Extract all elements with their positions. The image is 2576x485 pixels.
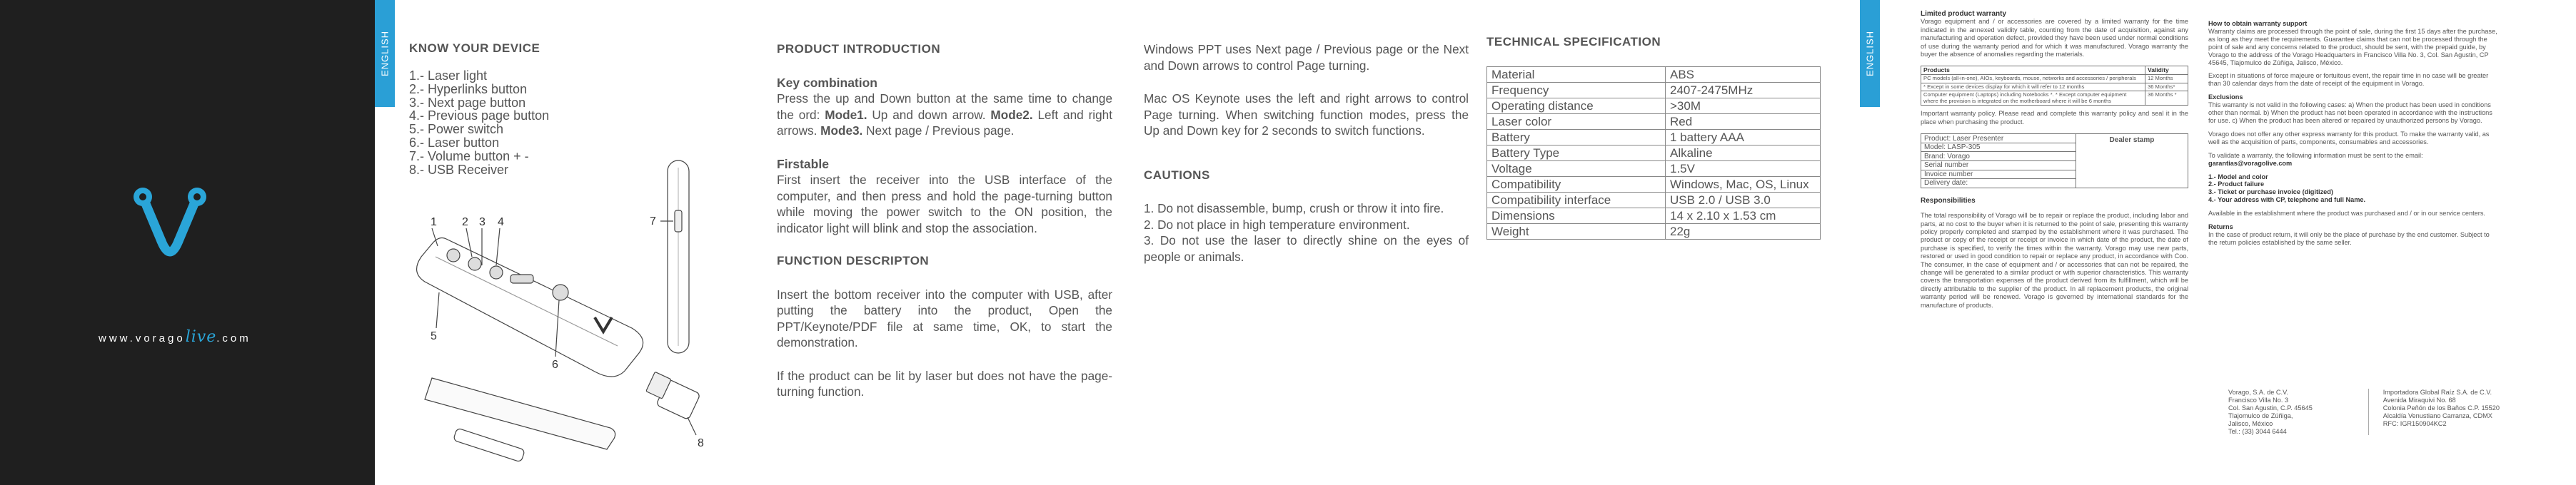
table-row: Compatibility Windows, Mac, OS, Linux — [1487, 177, 1821, 193]
table-row: Weight 22g — [1487, 224, 1821, 240]
function-text: Insert the bottom receiver into the computer with USB, after putting the battery into the product, Open the PPT/Keynote/PDF file at same time, OK, to start the demonstration. — [777, 287, 1112, 349]
table-row: Material ABS — [1487, 67, 1821, 83]
no-other-text: Vorago does not offer any other express warranty for this product. To make the warranty valid, as well as the acquisition of parts, components, consumables and accessories. — [2208, 130, 2490, 146]
table-row: Delivery date: — [1921, 179, 2188, 188]
obtain-text: Warranty claims are processed through the point of sale, during the first 15 days after the purchase, as long as they meet the requirements. Guarantee claims that can not be processed through the point of sale and any concerns related to the product, should be sent, with the prepaid guide, by Vorago to the address of the Vorago Headquarters in Francisco Villa No. 3, Col. San Agustin, CP 45645, Tlajomulco de Zúñiga, Jalisco, México. — [2208, 27, 2497, 66]
callout-4: 4 — [498, 216, 504, 228]
key-combination-title: Key combination — [777, 75, 877, 90]
company-addresses — [2228, 389, 2500, 435]
table-row: Product: Laser Presenter Dealer stamp — [1921, 134, 2188, 143]
windows-panel — [1135, 0, 1471, 485]
intro-panel — [764, 0, 1121, 485]
returns-title: Returns — [2208, 223, 2233, 231]
table-row: Dimensions 14 x 2.10 x 1.53 cm — [1487, 208, 1821, 224]
function-title: FUNCTION DESCRIPTON — [777, 254, 930, 267]
callout-3: 3 — [479, 216, 485, 228]
list-item: 5.- Power switch — [409, 122, 504, 137]
know-device-panel — [375, 0, 764, 485]
caution-item: 1. Do not disassemble, bump, crush or throw it into fire. — [1144, 201, 1444, 215]
mac-text: Mac OS Keynote uses the left and right arrows to control Page turning. When switching function modes, press the Up and Down key for 2 seconds to switch functions. — [1144, 91, 1469, 138]
table-row: Operating distance >30M — [1487, 98, 1821, 114]
table-row: PC models (all-in-one), AIOs, keyboards, mouse, networks and accessories / peripherals 12 Months — [1921, 75, 2188, 83]
caution-item: 3. Do not use the laser to directly shine on the eyes of people or animals. — [1144, 233, 1469, 264]
validity-table: Products Validity PC models (all-in-one), AIOs, keyboards, mouse, networks and accessories / peripherals 12 Months * Except in some devices display for which it will refer to 12 months 36 Months* Computer equipment (Laptops) including Notebooks *. * Except computer equipment where the provision is integrated on the motherboard where it will be 6 months 36 Months * — [1921, 66, 2188, 106]
firstable-title: Firstable — [777, 156, 829, 171]
list-item: 2.- Hyperlinks button — [409, 81, 528, 96]
address-block: Vorago, S.A. de C.V. Francisco Villa No. 3 Col. San Agustin, C.P. 45645 Tlajomulco de Zúñiga, Jalisco, México Tel.: (33) 3044 6444 — [2228, 389, 2313, 435]
callout-8: 8 — [698, 437, 704, 449]
spec-panel — [1478, 0, 1828, 485]
list-item: 3.- Ticket or purchase invoice (digitized) — [2208, 188, 2333, 196]
list-item: 4.- Your address with CP, telephone and full Name. — [2208, 196, 2366, 204]
table-row: Invoice number — [1921, 170, 2188, 179]
windows-text: Windows PPT uses Next page / Previous page or the Next and Down arrows to control Page turning. — [1144, 42, 1469, 73]
spec-title: TECHNICAL SPECIFICATION — [1486, 35, 1661, 48]
table-row: Voltage 1.5V — [1487, 161, 1821, 177]
exception-text: Except in situations of force majeure or fortuitous event, the repair time in no case will be greater than 30 calendar days from the date of receipt of the equipment in Vorago. — [2208, 72, 2489, 88]
warranty-email[interactable]: garantias@voragolive.com — [2208, 159, 2293, 167]
list-item: 6.- Laser button — [409, 135, 500, 150]
important-note: Important warranty policy. Please read and complete this warranty policy and seal it in the place when purchasing the product. — [1921, 110, 2188, 126]
obtain-title: How to obtain warranty support — [2208, 20, 2308, 27]
returns-text: In the case of product return, it will only be the place of purchase by the end customer. Subject to the return policies established by the same seller. — [2208, 230, 2490, 246]
list-item: 2.- Product failure — [2208, 180, 2265, 188]
know-device-title: KNOW YOUR DEVICE — [409, 41, 540, 55]
vorago-logo-icon — [127, 184, 213, 277]
list-item: 1.- Laser light — [409, 68, 488, 83]
dealer-stamp: Dealer stamp — [2076, 134, 2188, 188]
exclusions-text: This warranty is not valid in the following cases: a) When the product has been used in conditions other than normal. b) When the product has not been operated in accordance with the instructions for use. c) When the product has been altered or repaired by unauthorized persons by Vorago. — [2208, 101, 2492, 124]
key-combination-text: Press the up and Down button at the same time to change the ord: Mode1. Up and down arrow. Mode2. Left and right arrows. Mode3. Next page / Previous page. — [777, 91, 1113, 138]
list-item: 3.- Next page button — [409, 95, 526, 110]
address-block: Importadora Global Raíz S.A. de C.V. Avenida Miraquivi No. 68 Colonia Peñón de los Baños C.P. 15520 Alcaldía Venustiano Carranza, CDMX RFC: IGR150904KC2 — [2368, 389, 2500, 435]
list-item: 8.- USB Receiver — [409, 162, 509, 177]
spec-table — [1486, 66, 1821, 240]
language-tab: ENGLISH — [375, 0, 395, 107]
callout-1: 1 — [431, 216, 437, 228]
table-row: Battery Type Alkaline — [1487, 146, 1821, 161]
table-row: Laser color Red — [1487, 114, 1821, 130]
table-row: Computer equipment (Laptops) including Notebooks *. * Except computer equipment where the provision is integrated on the motherboard where it will be 6 months 36 Months * — [1921, 91, 2188, 106]
table-row: Battery 1 battery AAA — [1487, 130, 1821, 146]
available-text: Available in the establishment where the product was purchased and / or in our service centers. — [2208, 210, 2485, 218]
responsibilities-text: The total responsibility of Vorago will be to repair or replace the product, including labor and parts, at no cost to the buyer when it is returned to the point of sale, presenting this warranty policy properly completed and stamped by the establishment where it was purchased. The product or copy of the receipt or receipt or invoice in which date of the product, the date of purchase is specified, to verify the times within the warranty. Vorago may use new parts, restored or used in good condition to repair or replace any product, in accordance with Coo. The consumer, in the case of equipment and / or accessories that can not be repaired, the change will be generated to a similar product or with superior characteristics. This warranty covers the transportation expenses of the product derived from its fulfillment, which will be directly attributable to the supplier of the product. In all replacement products, the original warranty period will be renewed. Vorago is governed by international standards for the manufacture of products. — [1921, 212, 2188, 309]
language-tab: ENGLISH — [1860, 0, 1880, 107]
table-row: Compatibility interface USB 2.0 / USB 3.0 — [1487, 193, 1821, 208]
list-item: 4.- Previous page button — [409, 108, 550, 123]
callout-5: 5 — [431, 330, 437, 342]
warranty-panel — [1860, 0, 2203, 485]
table-row: Serial number — [1921, 161, 2188, 170]
table-row: * Except in some devices display for which it will refer to 12 months 36 Months* — [1921, 83, 2188, 91]
table-row: Frequency 2407-2475MHz — [1487, 83, 1821, 98]
list-item: 7.- Volume button + - — [409, 148, 529, 163]
device-diagram — [403, 157, 746, 471]
validate-text: To validate a warranty, the following information must be sent to the email: — [2208, 151, 2423, 159]
warranty-panel-2 — [2203, 0, 2576, 485]
table-row: Model: LASP-305 — [1921, 143, 2188, 152]
responsibilities-title: Responsibilities — [1921, 196, 1976, 205]
website-url: www.voragolive.com — [99, 328, 251, 346]
table-row: Brand: Vorago — [1921, 152, 2188, 161]
cover-panel — [0, 0, 375, 485]
caution-item: 2. Do not place in high temperature environment. — [1144, 217, 1410, 232]
callout-6: 6 — [552, 359, 558, 371]
warranty-title: Limited product warranty — [1921, 10, 2007, 18]
firstable-text: First insert the receiver into the USB interface of the computer, and then press and hold the page-turning button while moving the power switch to the ON position, the indicator light will blink and stop the association. — [777, 173, 1112, 235]
callout-2: 2 — [462, 216, 468, 228]
cautions-title: CAUTIONS — [1144, 168, 1210, 182]
warranty-card — [1921, 133, 2188, 188]
list-item: 1.- Model and color — [2208, 173, 2268, 180]
warranty-intro: Vorago equipment and / or accessories are covered by a limited warranty for the time indicated in the annexed validity table, counting from the date of acquisition, against any manufacturing and operation defect, provided they have been used under normal conditions of use during the warranty period and for which it was manufactured. Vorago warranty the buyer the absence of anomalies regarding the materials. — [1921, 18, 2188, 58]
website-live: live — [185, 328, 217, 346]
callout-7: 7 — [650, 215, 656, 228]
exclusions-title: Exclusions — [2208, 93, 2243, 101]
laser-text: If the product can be lit by laser but does not have the page-turning function. — [777, 368, 1112, 399]
intro-title: PRODUCT INTRODUCTION — [777, 42, 941, 56]
